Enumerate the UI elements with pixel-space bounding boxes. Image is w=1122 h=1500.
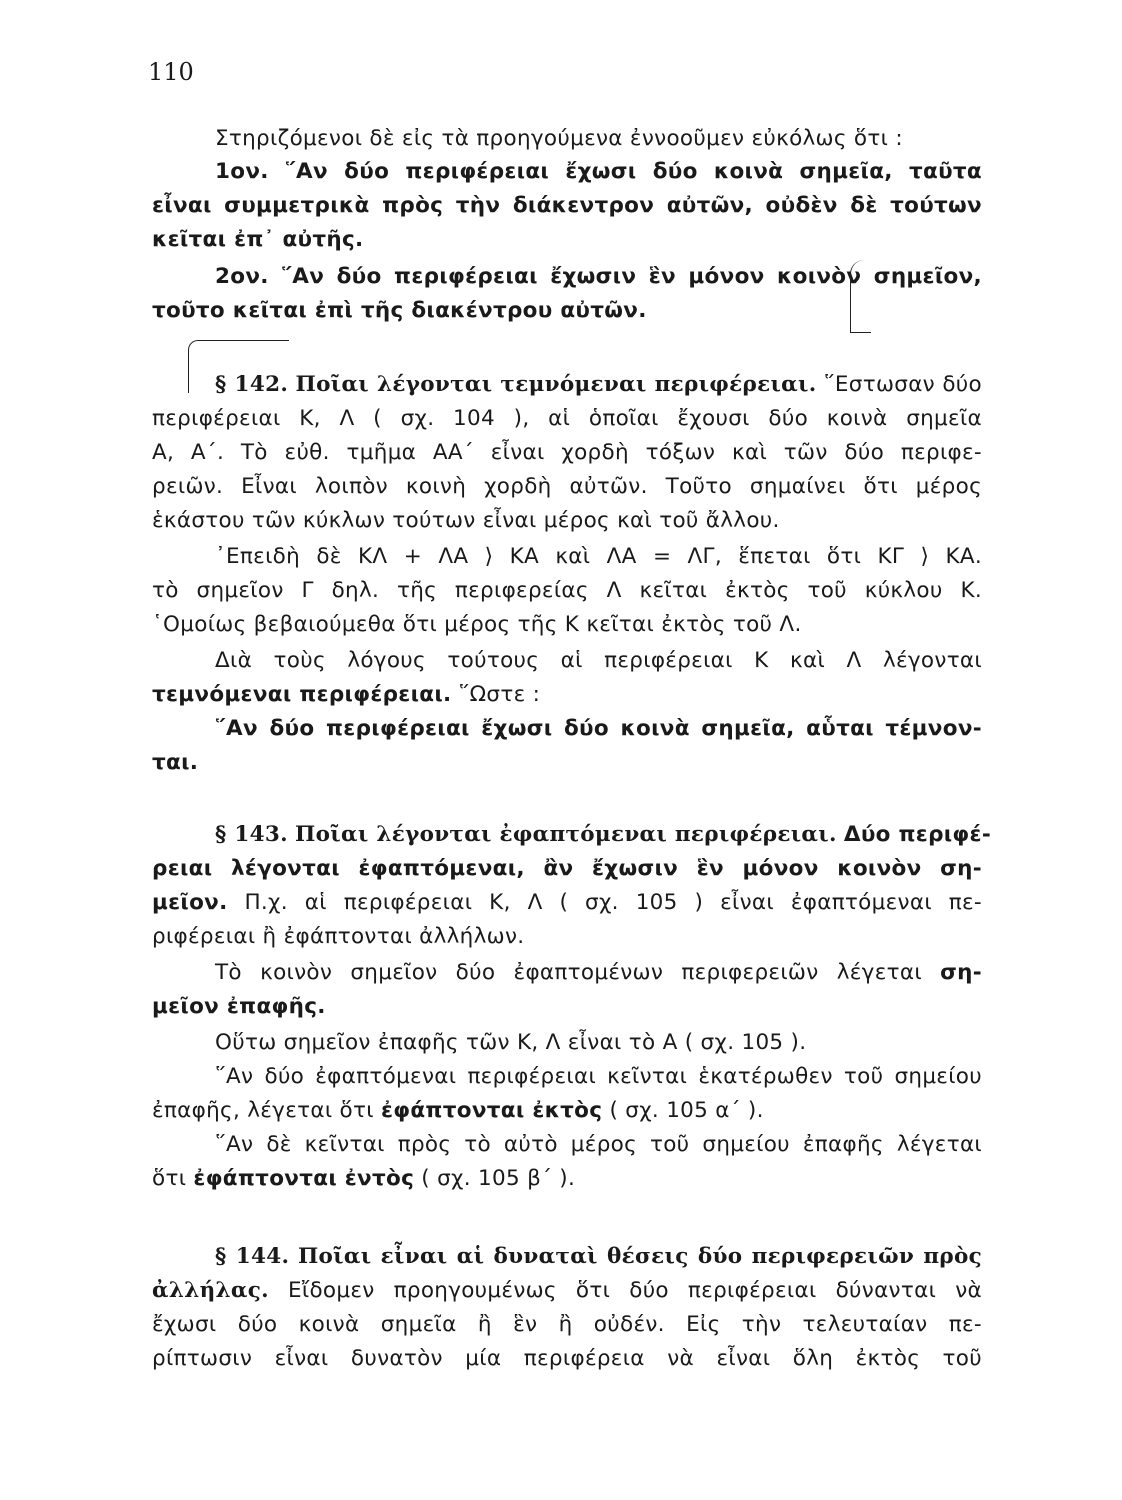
- rule1-text-1: ῞Αν δύο περιφέρειαι ἔχωσι δύο κοινὰ σημεῖα, ταῦτα: [285, 159, 982, 184]
- s142-line-2: περιφέρειαι Κ, Λ ( σχ. 104 ), αἱ ὁποῖαι ἔχουσι δύο κοινὰ σημεῖα: [152, 406, 982, 431]
- rule1-label: 1ον.: [215, 159, 269, 184]
- s143-term-2: ση-: [940, 960, 983, 985]
- s142-text-1: ῞Εστωσαν δύο: [823, 372, 983, 397]
- s143-line-6: μεῖον ἐπαφῆς.: [152, 994, 326, 1019]
- s143-line-8: ῞Αν δύο ἐφαπτόμεναι περιφέρειαι κεῖνται ἑκατέρωθεν τοῦ σημείου: [215, 1064, 982, 1089]
- s144-title: Ποῖαι εἶναι αἱ δυναταὶ θέσεις δύο περιφερειῶν πρὸς: [297, 1244, 982, 1269]
- s143-line-4: ριφέρειαι ἢ ἐφάπτονται ἀλλήλων.: [152, 924, 525, 949]
- s142-line-9: Διὰ τοὺς λόγους τούτους αἱ περιφέρειαι Κ καὶ Λ λέγονται: [215, 648, 982, 673]
- s143-term-1: μεῖον.: [152, 890, 228, 915]
- s143-term-3: ἐφάπτονται ἐκτὸς: [380, 1098, 603, 1123]
- s142-title: Ποῖαι λέγονται τεμνόμεναι περιφέρειαι.: [295, 372, 817, 397]
- s143-line-9: [152, 1094, 982, 1128]
- s143-text-11b: ( σχ. 105 β΄ ).: [421, 1166, 576, 1191]
- s143-title: Ποῖαι λέγονται ἐφαπτόμεναι περιφέρειαι.: [295, 822, 837, 847]
- s143-line-2: ρειαι λέγονται ἐφαπτόμεναι, ἂν ἔχωσιν ἓν μόνον κοινὸν ση-: [152, 856, 982, 881]
- s142-line-12: ται.: [152, 750, 199, 775]
- s143-text-11a: ὅτι: [152, 1166, 187, 1191]
- intro-line-1: Στηριζόμενοι δὲ εἰς τὰ προηγούμενα ἐννοοῦμεν εὐκόλως ὅτι :: [215, 126, 903, 151]
- s142-line-6: ᾿Επειδὴ δὲ ΚΛ + ΛΑ ⟩ ΚΑ καὶ ΛΑ = ΛΓ, ἕπεται ὅτι ΚΓ ⟩ ΚΑ.: [215, 544, 982, 569]
- s143-line-11: [152, 1162, 982, 1196]
- s142-line-8: ῾Ομοίως βεβαιούμεθα ὅτι μέρος τῆς Κ κεῖται ἐκτὸς τοῦ Λ.: [152, 612, 802, 637]
- s142-term: τεμνόμεναι περιφέρειαι.: [152, 682, 452, 707]
- rule2-text-1: ῞Αν δύο περιφέρειαι ἔχωσιν ἓν μόνον κοινὸν σημεῖον,: [281, 264, 982, 289]
- s143-line-5: [215, 956, 982, 990]
- s144-line-3: ἔχωσι δύο κοινὰ σημεῖα ἢ ἓν ἢ οὐδέν. Εἰς τὴν τελευταίαν πε-: [152, 1312, 982, 1337]
- s142-text-10: ῞Ωστε :: [458, 682, 541, 707]
- s143-line-1: [215, 818, 992, 852]
- s143-text-3: Π.χ. αἱ περιφέρειαι Κ, Λ ( σχ. 105 ) εἶναι ἐφαπτόμεναι πε-: [244, 890, 982, 915]
- s143-line-10: ῞Αν δὲ κεῖνται πρὸς τὸ αὐτὸ μέρος τοῦ σημείου ἐπαφῆς λέγεται: [215, 1132, 982, 1157]
- s142-line-1: [215, 368, 982, 402]
- s144-line-2: [152, 1274, 982, 1308]
- rule2-line-2: τοῦτο κεῖται ἐπὶ τῆς διακέντρου αὐτῶν.: [152, 298, 647, 323]
- s144-number: § 144.: [215, 1244, 290, 1269]
- s143-text-9a: ἐπαφῆς, λέγεται ὅτι: [152, 1098, 374, 1123]
- s142-line-5: ἑκάστου τῶν κύκλων τούτων εἶναι μέρος καὶ τοῦ ἄλλου.: [152, 508, 780, 533]
- s143-text-9b: ( σχ. 105 α΄ ).: [609, 1098, 764, 1123]
- s143-line-3: [152, 886, 982, 920]
- page-number: 110: [148, 58, 194, 86]
- rule2-label: 2ον.: [215, 264, 269, 289]
- s144-title-end: ἀλλήλας.: [152, 1278, 269, 1303]
- s143-text-5: Τὸ κοινὸν σημεῖον δύο ἐφαπτομένων περιφερειῶν λέγεται: [215, 960, 922, 985]
- rule1-line-2: εἶναι συμμετρικὰ πρὸς τὴν διάκεντρον αὐτῶν, οὐδὲν δὲ τούτων: [152, 193, 982, 218]
- s142-line-7: τὸ σημεῖον Γ δηλ. τῆς περιφερείας Λ κεῖται ἐκτὸς τοῦ κύκλου Κ.: [152, 578, 982, 603]
- s144-line-4: ρίπτωσιν εἶναι δυνατὸν μία περιφέρεια νὰ εἶναι ὅλη ἐκτὸς τοῦ: [152, 1346, 982, 1371]
- s142-line-4: ρειῶν. Εἶναι λοιπὸν κοινὴ χορδὴ αὐτῶν. Τοῦτο σημαίνει ὅτι μέρος: [152, 474, 982, 499]
- s142-number: § 142.: [215, 372, 289, 397]
- rule1-line-3: κεῖται ἐπ᾿ αὐτῆς.: [152, 227, 364, 252]
- s143-number: § 143.: [215, 822, 288, 847]
- s143-text-1: Δύο περιφέ-: [843, 822, 992, 847]
- s142-line-3: Α, Α΄. Τὸ εὐθ. τμῆμα ΑΑ΄ εἶναι χορδὴ τόξων καὶ τῶν δύο περιφε-: [152, 440, 982, 465]
- s142-line-10: [152, 678, 982, 712]
- rule1-line-1: [215, 155, 982, 189]
- s142-line-11: ῞Αν δύο περιφέρειαι ἔχωσι δύο κοινὰ σημεῖα, αὗται τέμνον-: [215, 716, 982, 741]
- pencil-bracket-mark: [850, 260, 871, 333]
- s144-text-2: Εἴδομεν προηγουμένως ὅτι δύο περιφέρειαι δύνανται νὰ: [288, 1278, 982, 1303]
- s144-line-1: [215, 1240, 982, 1274]
- s143-line-7: Οὕτω σημεῖον ἐπαφῆς τῶν Κ, Λ εἶναι τὸ Α ( σχ. 105 ).: [215, 1030, 807, 1055]
- s143-term-4: ἐφάπτονται ἐντὸς: [193, 1166, 415, 1191]
